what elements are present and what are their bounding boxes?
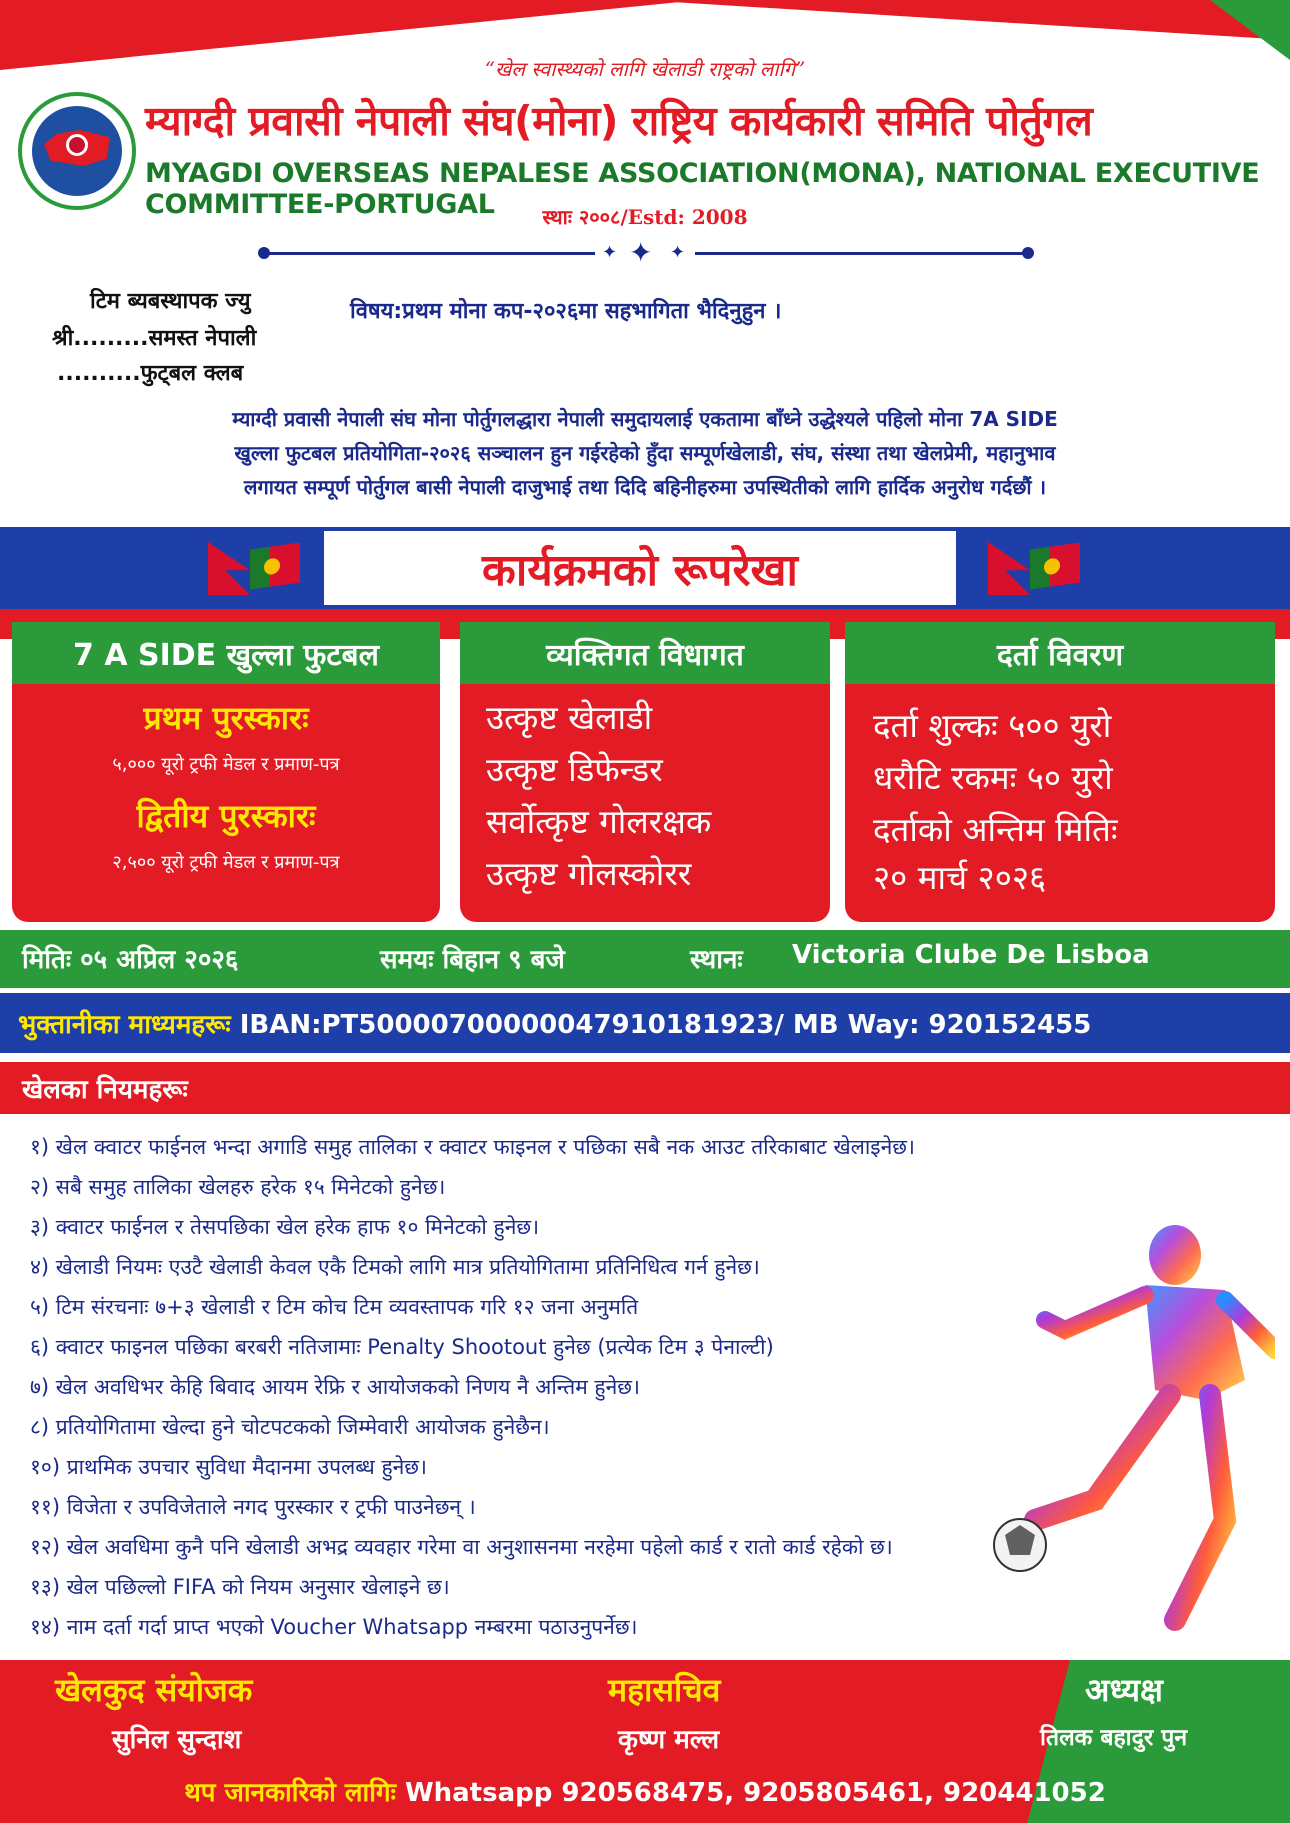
award-item: उत्कृष्ट खेलाडी	[486, 698, 653, 737]
intro-line-1: म्याग्दी प्रवासी नेपाली संघ मोना पोर्तुगलद्धारा नेपाली समुदायलाई एकतामा बाँध्ने उद्धेश्यले पहिलो मोना 7A SIDE	[232, 407, 1058, 431]
payment-label: भुक्तानीका माध्यमहरूः	[18, 1010, 231, 1040]
subject-line: विषय:प्रथम मोना कप-२०२६मा सहभागिता भैदिनुहुन ।	[350, 299, 782, 324]
individual-awards-column	[460, 622, 830, 922]
rule-item: १४) नाम दर्ता गर्दा प्राप्त भएको Voucher Whatsapp नम्बरमा पठाउनुपर्नेछ।	[30, 1615, 638, 1639]
first-prize-title: प्रथम पुरस्कारः	[143, 699, 309, 737]
divider-left-dot	[258, 247, 270, 259]
second-prize-title: द्वितीय पुरस्कारः	[136, 797, 316, 835]
event-date: मितिः ०५ अप्रिल २०२६	[22, 945, 239, 975]
intro-line-3: लगायत सम्पूर्ण पोर्तुगल बासी नेपाली दाजुभाई तथा दिदि बहिनीहरुमा उपस्थितीको लागि हार्दिक अनुरोध गर्दछौं ।	[243, 475, 1047, 499]
rule-item: १०) प्राथमिक उपचार सुविधा मैदानमा उपलब्ध हुनेछ।	[30, 1455, 427, 1479]
venue-label: स्थानः	[690, 945, 743, 975]
title-english: MYAGDI OVERSEAS NEPALESE ASSOCIATION(MONA), NATIONAL EXECUTIVE COMMITTEE-PORTUGAL	[145, 158, 1260, 220]
rule-item: ११) विजेता र उपविजेताले नगद पुरस्कार र ट्रफी पाउनेछन् ।	[30, 1495, 476, 1519]
coordinator-title: खेलकुद संयोजक	[55, 1671, 253, 1709]
president-name: तिलक बहादुर पुन	[1040, 1725, 1188, 1751]
nepal-portugal-flags-icon	[205, 540, 300, 595]
registration-header: दर्ता विवरण	[845, 622, 1275, 684]
address-line-2: श्री.........समस्त नेपाली	[52, 326, 257, 351]
established-date: स्थाः २००८/Estd: 2008	[542, 205, 748, 229]
small-star-icon: ✦	[670, 242, 686, 263]
rule-item: २) सबै समुह तालिका खेलहरु हरेक १५ मिनेटको हुनेछ।	[30, 1175, 446, 1199]
prizes-column-header: 7 A SIDE खुल्ला फुटबल	[12, 622, 440, 684]
rules-heading: खेलका नियमहरूः	[22, 1075, 188, 1105]
rule-item: १) खेल क्वाटर फाईनल भन्दा अगाडि समुह तालिका र क्वाटर फाइनल र पछिका सबै नक आउट तरिकाबाट खेलाइनेछ।	[30, 1135, 915, 1159]
rule-item: १३) खेल पछिल्लो FIFA को नियम अनुसार खेलाइने छ।	[30, 1575, 450, 1599]
award-item: सर्वोत्कृष्ट गोलरक्षक	[486, 802, 712, 841]
rule-item: ८) प्रतियोगितामा खेल्दा हुने चोटपटकको जिम्मेवारी आयोजक हुनेछैन।	[30, 1415, 550, 1439]
contact-info	[0, 1773, 1290, 1809]
second-prize-desc: २,५०० यूरो ट्रफी मेडल र प्रमाण-पत्र	[112, 852, 340, 873]
address-line-3: ..........फुट्बल क्लब	[57, 361, 244, 386]
rule-item: ७) खेल अवधिभर केहि बिवाद आयम रेफ्रि र आयोजकको निणय नै अन्तिम हुनेछ।	[30, 1375, 640, 1399]
coordinator-name: सुनिल सुन्दाश	[112, 1725, 242, 1755]
payment-value: IBAN:PT50000700000047910181923/ MB Way: 920152455	[239, 1010, 1092, 1040]
registration-fee: दर्ता शुल्कः ५०० युरो	[873, 706, 1112, 745]
rhododendron-icon	[66, 134, 88, 156]
address-line-1: टिम ब्यबस्थापक ज्यु	[90, 289, 251, 314]
individual-awards-header: व्यक्तिगत विधागत	[460, 622, 830, 684]
title-nepali: म्याग्दी प्रवासी नेपाली संघ(मोना) राष्ट्रिय कार्यकारी समिति पोर्तुगल	[145, 97, 1093, 145]
rule-item: १२) खेल अवधिमा कुनै पनि खेलाडी अभद्र व्यवहार गरेमा वा अनुशासनमा नरहेमा पहेलो कार्ड र रातो कार्ड रहेको छ।	[30, 1535, 893, 1559]
event-time: समयः बिहान ९ बजे	[380, 945, 565, 975]
president-title: अध्यक्ष	[1085, 1671, 1163, 1709]
contact-label: थप जानकारिको लागिः	[184, 1778, 396, 1808]
deadline-label: दर्ताको अन्तिम मितिः	[873, 810, 1118, 849]
small-star-icon: ✦	[602, 242, 618, 263]
rule-item: ३) क्वाटर फाईनल र तेसपछिका खेल हरेक हाफ १० मिनेटको हुनेछ।	[30, 1215, 540, 1239]
contact-numbers: Whatsapp 920568475, 9205805461, 920441052	[404, 1778, 1106, 1808]
rules-strip	[0, 1062, 1290, 1114]
slogan: “खेल स्वास्थ्यको लागि खेलाडी राष्ट्रको लागि”	[484, 57, 806, 81]
deposit-amount: धरौटि रकमः ५० युरो	[873, 758, 1113, 797]
divider-left-line	[265, 252, 595, 255]
divider-right-dot	[1022, 247, 1034, 259]
award-item: उत्कृष्ट गोलस्कोरर	[486, 854, 692, 893]
award-item: उत्कृष्ट डिफेन्डर	[486, 750, 663, 789]
first-prize-desc: ५,००० यूरो ट्रफी मेडल र प्रमाण-पत्र	[112, 754, 340, 775]
secretary-name: कृष्ण मल्ल	[618, 1725, 720, 1755]
registration-column	[845, 622, 1275, 922]
program-banner	[320, 527, 960, 609]
registration-body	[845, 684, 1275, 922]
rule-item: ६) क्वाटर फाइनल पछिका बरबरी नतिजामाः Penalty Shootout हुनेछ (प्रत्येक टिम ३ पेनाल्टी)	[30, 1335, 774, 1359]
venue-name: Victoria Clube De Lisboa	[792, 940, 1150, 970]
prizes-column-body	[12, 684, 440, 922]
intro-paragraph	[50, 402, 1240, 504]
payment-info	[18, 1005, 1091, 1041]
intro-line-2: खुल्ला फुटबल प्रतियोगिता-२०२६ सञ्चालन हुन गईरहेको हुँदा सम्पूर्णखेलाडी, संघ, संस्था तथा खेलप्रेमी, महानुभाव	[234, 441, 1056, 465]
divider-right-line	[695, 252, 1025, 255]
deadline-date: २० मार्च २०२६	[873, 858, 1047, 897]
rule-item: ४) खेलाडी नियमः एउटै खेलाडी केवल एकै टिमको लागि मात्र प्रतियोगितामा प्रतिनिधित्व गर्न हुनेछ।	[30, 1255, 760, 1279]
program-banner-title: कार्यक्रमको रूपरेखा	[482, 545, 798, 596]
rules-list	[30, 1127, 1270, 1647]
association-logo	[18, 92, 136, 210]
rule-item: ५) टिम संरचनाः ७+३ खेलाडी र टिम कोच टिम व्यवस्तापक गरि १२ जना अनुमति	[30, 1295, 639, 1319]
prizes-column	[12, 622, 440, 922]
top-right-red-corner	[640, 0, 1290, 40]
star-icon: ✦	[629, 236, 653, 269]
nepal-portugal-flags-icon	[985, 540, 1080, 595]
secretary-title: महासचिव	[608, 1671, 721, 1709]
individual-awards-body	[460, 684, 830, 922]
